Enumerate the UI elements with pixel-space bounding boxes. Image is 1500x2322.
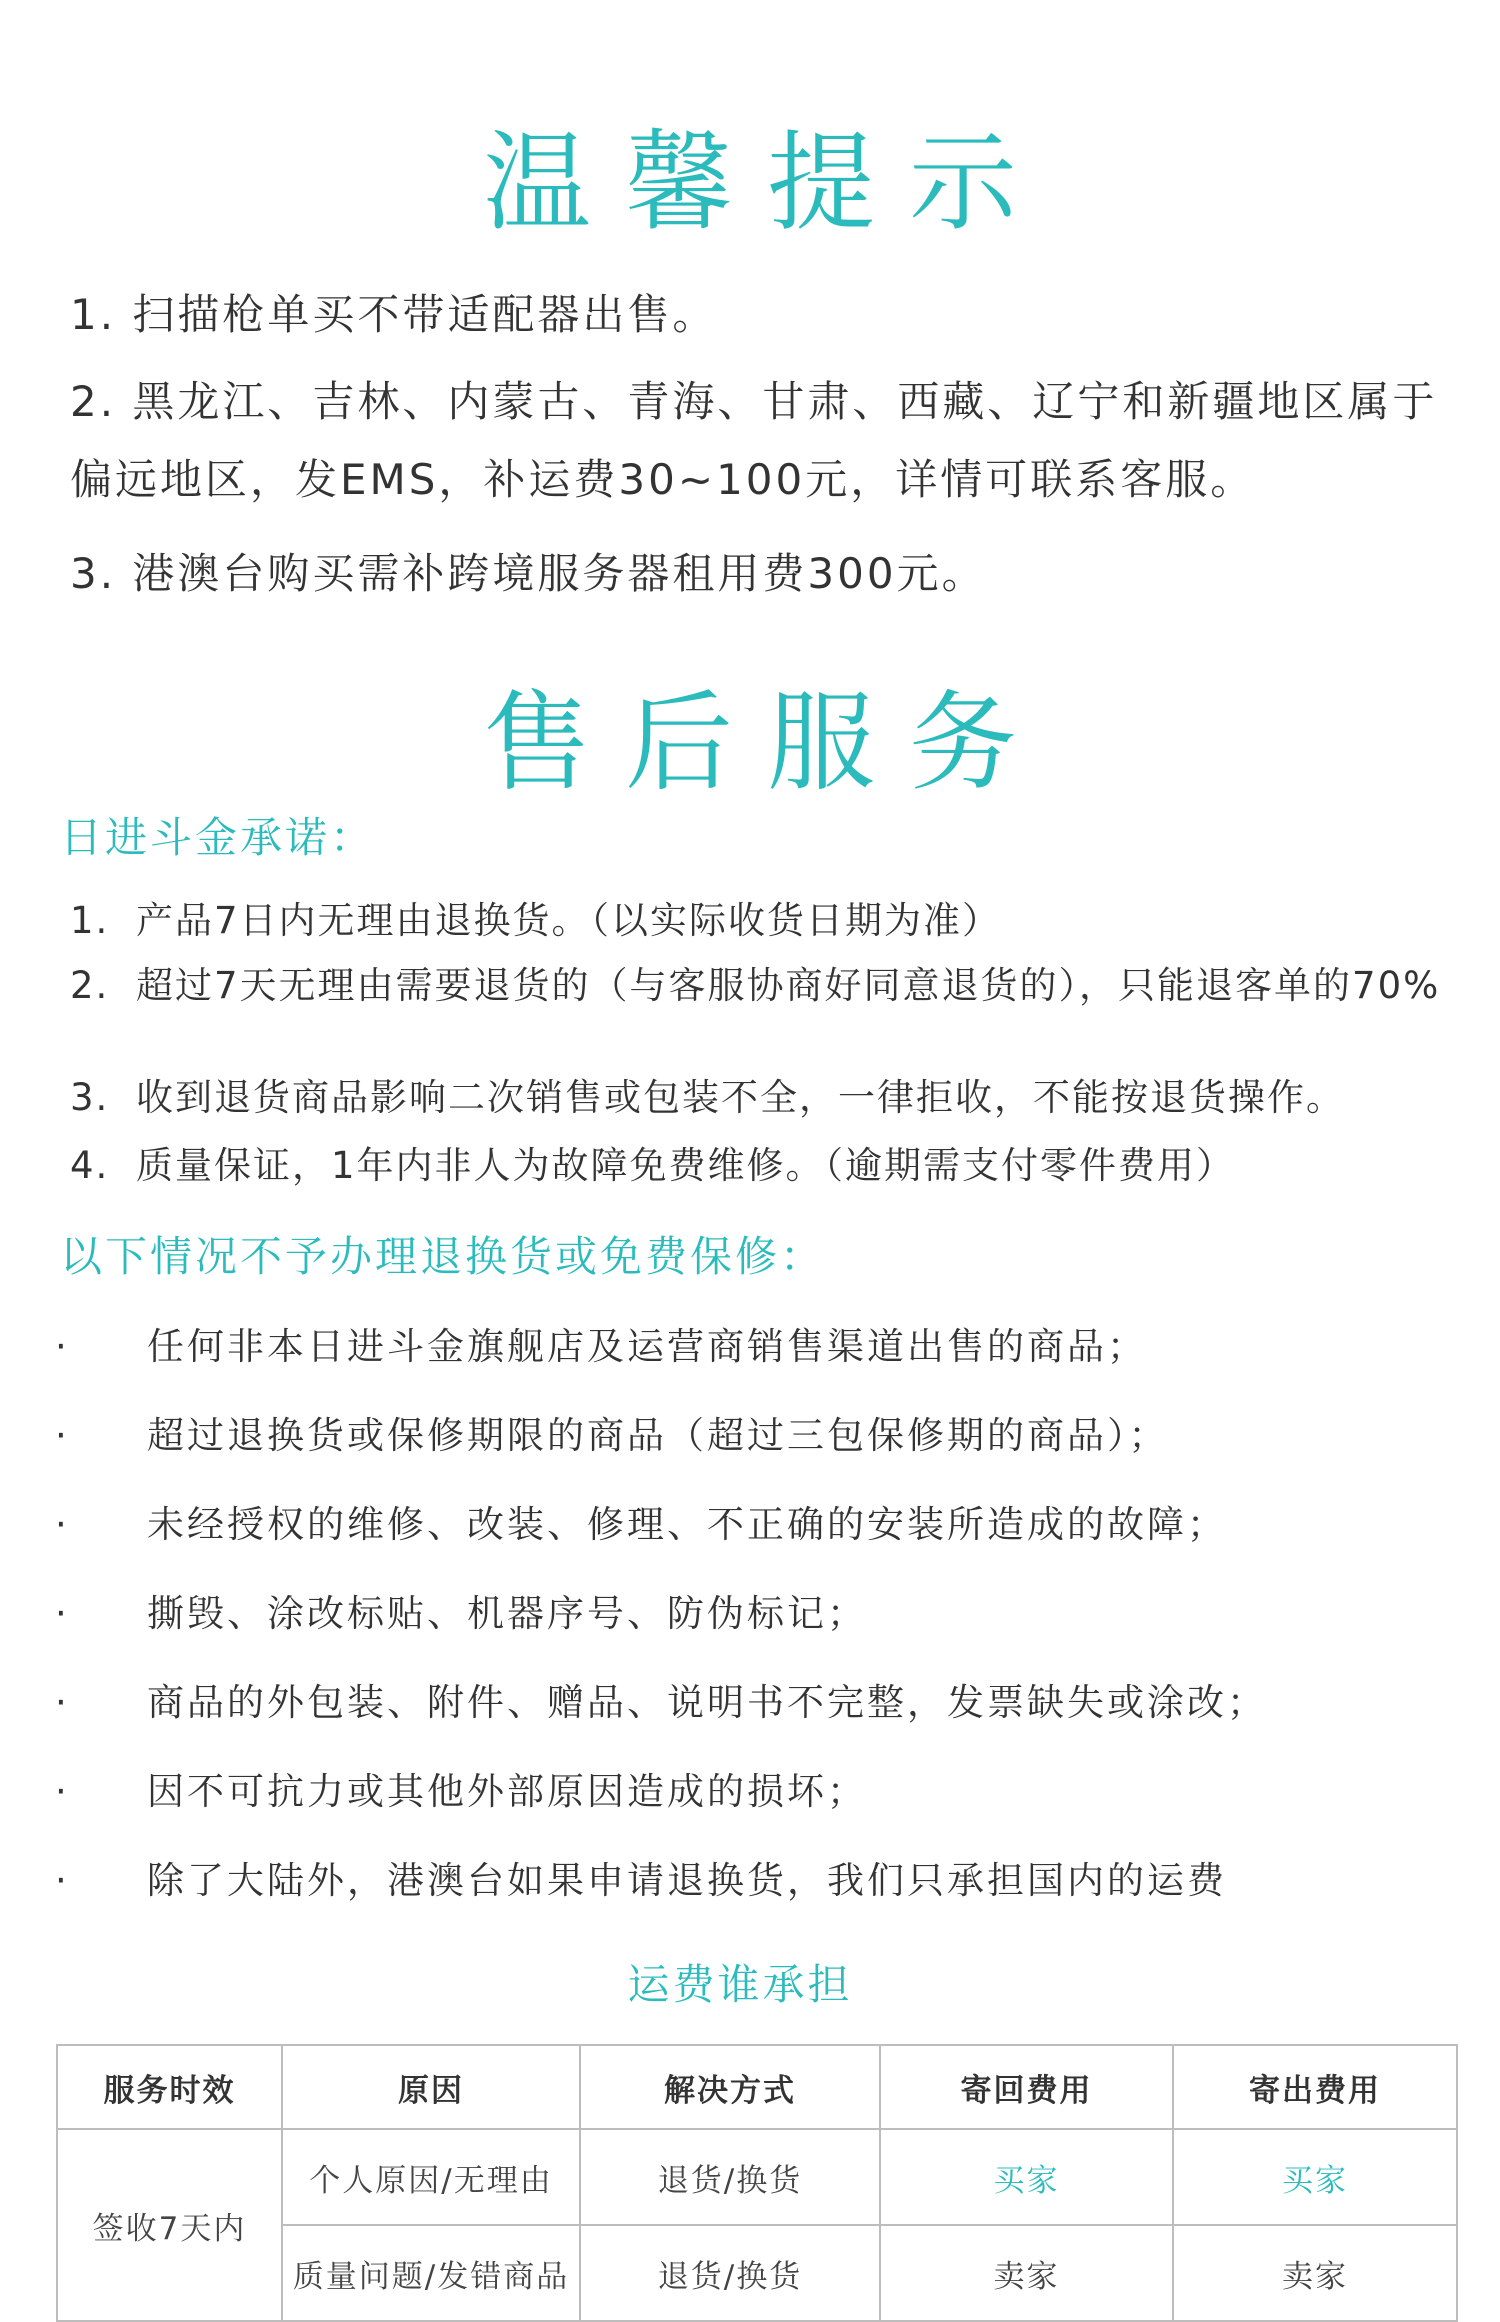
promise-number: 4. [70,1144,110,1187]
promise-heading: 日进斗金承诺： [60,813,376,862]
bullet-dot: · [55,1592,70,1635]
bullet-dot: · [55,1325,70,1368]
service-title: 售后服务 [482,681,1051,806]
return-fee-cell: 买家 [880,2129,1173,2225]
bullet-dot: · [55,1503,70,1546]
tip-text: 3. 港澳台购买需补跨境服务器租用费300元。 [70,549,987,598]
exclusion-text: 任何非本日进斗金旗舰店及运营商销售渠道出售的商品； [147,1325,1147,1368]
exclusion-text: 撕毁、涂改标贴、机器序号、防伪标记； [147,1592,867,1635]
return-fee-cell: 卖家 [880,2225,1173,2321]
shipping-fee-table [56,2044,1458,2322]
column-header: 寄回费用 [880,2045,1173,2129]
tip-item [70,363,1460,519]
bullet-dot: · [55,1414,70,1457]
promise-text: 超过7天无理由需要退货的（与客服协商好同意退货的），只能退客单的70% [136,964,1441,1007]
exclusion-text: 除了大陆外，港澳台如果申请退换货，我们只承担国内的运费 [147,1859,1227,1902]
send-fee-cell: 卖家 [1173,2225,1457,2321]
column-header: 服务时效 [57,2045,282,2129]
exclusion-item [55,1325,1455,1369]
promise-text: 质量保证，1年内非人为故障免费维修。（逾期需支付零件费用） [136,1144,1236,1187]
promise-number: 1. [70,899,110,942]
exclusion-item [55,1414,1455,1458]
exclusion-item [55,1592,1455,1636]
promise-item [70,900,1460,942]
solution-cell: 退货/换货 [580,2129,880,2225]
exclusion-text: 因不可抗力或其他外部原因造成的损坏； [147,1770,867,1813]
solution-cell: 退货/换货 [580,2225,880,2321]
bullet-dot: · [55,1681,70,1724]
tip-text: 1. 扫描枪单买不带适配器出售。 [70,290,718,339]
tip-item [70,535,1460,613]
promise-item [70,1077,1460,1119]
exclusion-item [55,1770,1455,1814]
reason-cell: 个人原因/无理由 [282,2129,580,2225]
tips-title: 温馨提示 [482,121,1051,246]
shipping-heading: 运费谁承担 [627,1960,853,2009]
promise-text: 产品7日内无理由退换货。（以实际收货日期为准） [136,899,1002,942]
promise-number: 2. [70,964,110,1007]
promise-item [70,965,1460,1007]
exclusion-item [55,1859,1455,1903]
bullet-dot: · [55,1859,70,1902]
exclusion-item [55,1503,1455,1547]
column-header: 解决方式 [580,2045,880,2129]
exclusion-text: 未经授权的维修、改装、修理、不正确的安装所造成的故障； [147,1503,1227,1546]
bullet-dot: · [55,1770,70,1813]
exclusion-text: 商品的外包装、附件、赠品、说明书不完整，发票缺失或涂改； [147,1681,1267,1724]
tip-text: 2. 黑龙江、吉林、内蒙古、青海、甘肃、西藏、辽宁和新疆地区属于偏远地区，发EMS，补运费30~100元，详情可联系客服。 [70,377,1438,504]
table-row [57,2129,1457,2225]
exclusions-heading: 以下情况不予办理退换货或免费保修： [60,1232,826,1281]
column-header: 寄出费用 [1173,2045,1457,2129]
exclusion-text: 超过退换货或保修期限的商品（超过三包保修期的商品）； [147,1414,1169,1457]
promise-item [70,1145,1460,1187]
promise-text: 收到退货商品影响二次销售或包装不全，一律拒收，不能按退货操作。 [136,1076,1345,1119]
promise-number: 3. [70,1076,110,1119]
column-header: 原因 [282,2045,580,2129]
tip-item [70,276,1460,354]
send-fee-cell: 买家 [1173,2129,1457,2225]
exclusion-item [55,1681,1455,1725]
period-cell: 签收7天内 [57,2129,282,2321]
reason-cell: 质量问题/发错商品 [282,2225,580,2321]
table-header-row [57,2045,1457,2129]
